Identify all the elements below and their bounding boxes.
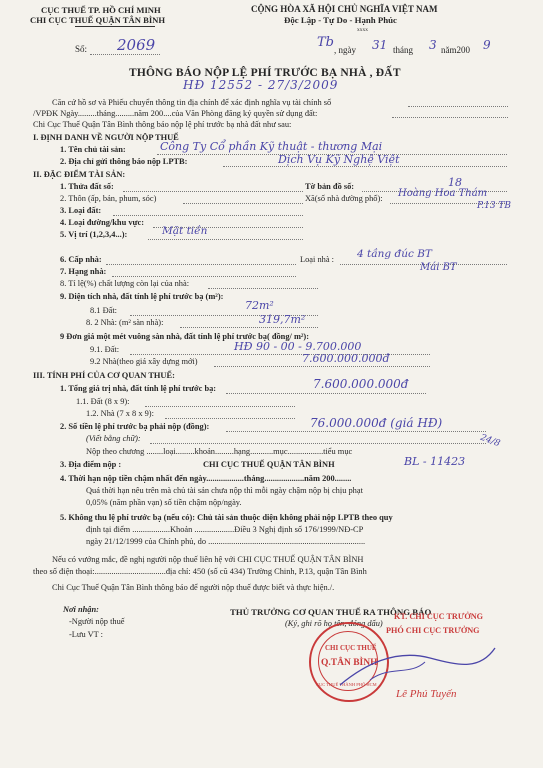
header-small-mark: xxxx [357, 27, 368, 33]
seal-text-middle: Q.TÂN BÌNH [321, 658, 378, 668]
area-house-value: 319,7m² [259, 313, 306, 326]
unit-price-land-value: HĐ 90 - 00 - 9.700.000 [234, 340, 362, 353]
payment-place-label: 3. Địa điểm nộp : [60, 460, 122, 469]
budget-code-line: Nộp theo chương ........loại.........khoản.........hạng...........mục.................tiểu mục [86, 447, 353, 456]
section-2-heading: II. ĐẶC ĐIỂM TÀI SẢN: [33, 170, 126, 179]
payment-place-value: CHI CỤC THUẾ QUẬN TÂN BÌNH [203, 460, 335, 469]
fee-amount-label: 2. Số tiền lệ phí trước bạ phải nộp (đồng): [60, 422, 210, 431]
map-sheet-value: 18 [448, 176, 462, 189]
seal-text-top: CHI CỤC THUẾ [325, 644, 377, 652]
house-grade-label: 6. Cấp nhà: [60, 255, 102, 264]
area-land-value: 72m² [245, 299, 274, 312]
stamp-line-1: KT. CHI CỤC TRƯỞNG [394, 612, 484, 621]
contact-line-2: theo số điện thoại:..................................địa chỉ: 450 (số cũ 434) Trường Chinh, P.13, quận Tân Bình [33, 567, 367, 576]
recipient-taxpayer: -Người nộp thuế [69, 617, 125, 626]
house-class-line [112, 276, 296, 277]
area-land-label: 8.1 Đất: [90, 306, 117, 315]
owner-name-label: 1. Tên chủ tài sản: [60, 145, 126, 154]
house-type-label: Loại nhà : [300, 255, 334, 264]
street-value: Hoàng Hoa Thám [398, 188, 488, 199]
address-label: 2. Địa chỉ gửi thông báo nộp LPTB: [60, 157, 188, 166]
section-3-heading: III. TÍNH PHÍ CỦA CƠ QUAN THUẾ: [33, 371, 175, 380]
header-left-sub: CHI CỤC THUẾ QUẬN TÂN BÌNH [30, 15, 166, 25]
contact-line-3: Chi Cục Thuế Quận Tân Bình thông báo để người nộp thuế được biết và thực hiện./. [52, 583, 335, 592]
date-month: 3 [429, 38, 437, 52]
exemption-line-2: định tại điểm ..................Khoản ...................Điều 3 Nghị định số 176/1999/NĐ-CP [86, 525, 364, 534]
address-value: Dịch Vụ Kỹ Nghệ Việt [278, 153, 400, 166]
exemption-line-3: ngày 21/12/1999 của Chính phủ, do ........................................................................... [86, 537, 366, 546]
deadline-label: 4. Thời hạn nộp tiền chậm nhất đến ngày..................tháng...................năm 200........ [60, 474, 352, 483]
deadline-line-2: Quá thời hạn nêu trên mà chủ tài sản chưa nộp thì mỗi ngày chậm nộp bị chịu phạt [86, 486, 363, 495]
date-day-label: , ngày [334, 45, 356, 55]
village-line [183, 203, 303, 204]
position-line [148, 239, 303, 240]
receipt-handwritten: BL - 11423 [404, 455, 466, 468]
quality-line [208, 288, 318, 289]
signer-title: THỦ TRƯỞNG CƠ QUAN THUẾ RA THÔNG BÁO [230, 607, 432, 617]
road-type-label: 4. Loại đường/khu vực: [60, 218, 145, 227]
map-sheet-label: Tờ bản đồ số: [305, 182, 355, 191]
area-house-label: 8. 2 Nhà: (m² sàn nhà): [86, 318, 164, 327]
owner-name-value: Công Ty Cổ phần Kỹ thuật - thương Mại [160, 140, 383, 153]
total-value-label: 1. Tổng giá trị nhà, đất tính lệ phí trước bạ: [60, 384, 217, 393]
street-value-ward: P.13 TB [477, 201, 512, 211]
signer-subtitle: (Ký, ghi rõ họ tên, đóng dấu) [285, 619, 383, 628]
deadline-line-3: 0,05% (năm phần vạn) số tiền chậm nộp/ngày. [86, 498, 242, 507]
total-house-line [165, 418, 295, 419]
land-parcel-label: 1. Thửa đất số: [60, 182, 114, 191]
reference-handwritten: HĐ 12552 - 27/3/2009 [183, 78, 339, 92]
house-class-label: 7. Hạng nhà: [60, 267, 107, 276]
header-motto: Độc Lập - Tự Do - Hạnh Phúc [284, 15, 397, 25]
area-house-line [180, 327, 318, 328]
fee-amount-words-line [150, 443, 486, 444]
house-type-value-roof: Mái BT [420, 262, 457, 273]
recipient-archive: -Lưu VT : [69, 630, 104, 639]
total-value: 7.600.000.000đ [313, 377, 409, 391]
doc-number-line [90, 54, 160, 55]
section-1-heading: I. ĐỊNH DANH VỀ NGƯỜI NỘP THUẾ [33, 133, 179, 142]
unit-price-label: 9 Đơn giá một mét vuông sàn nhà, đất tính lệ phí trước bạ( đồng/ m²): [60, 332, 310, 341]
village-label: 2. Thôn (ấp, bản, phum, sóc) [60, 194, 157, 203]
recipients-heading: Nơi nhận: [63, 605, 99, 614]
intro-line-2: /VPĐK Ngày.........tháng.........năm 200....của Văn Phòng đăng ký quyền sử dụng đất: [33, 109, 318, 118]
fee-amount-line [226, 431, 486, 432]
intro-line-1-fill [408, 106, 508, 107]
header-left-org: CỤC THUẾ TP. HỒ CHÍ MINH [41, 5, 161, 15]
land-type-label: 3. Loại đất: [60, 206, 102, 215]
signer-name: Lê Phú Tuyến [396, 688, 457, 700]
page-title: THÔNG BÁO NỘP LỆ PHÍ TRƯỚC BẠ NHÀ , ĐẤT [129, 67, 401, 79]
intro-line-1: Căn cứ hồ sơ và Phiếu chuyển thông tin địa chính để xác định nghĩa vụ tài chính số [52, 98, 332, 107]
date-day: 31 [372, 38, 388, 52]
total-value-line [226, 393, 426, 394]
intro-line-3: Chi Cục Thuế Quận Tân Bình thông báo nộp lệ phí trước bạ nhà đất như sau: [33, 120, 292, 129]
fee-amount-words-label: (Viết bằng chữ): [86, 434, 141, 443]
date-year: 9 [483, 38, 491, 52]
stamp-line-2: PHÓ CHI CỤC TRƯỞNG [386, 626, 480, 635]
position-value: Mặt tiền [162, 225, 208, 237]
total-land-line [145, 406, 295, 407]
intro-line-2-fill [392, 117, 508, 118]
date-month-label: tháng [393, 45, 413, 55]
total-house-label: 1.2. Nhà (7 x 8 x 9): [86, 409, 154, 418]
quality-label: 8. Tỉ lệ(%) chất lượng còn lại của nhà: [60, 279, 190, 288]
street-label: Xã(số nhà đường phố): [305, 194, 383, 203]
budget-code-margin-note: 24/8 [478, 432, 502, 450]
total-land-label: 1.1. Đất (8 x 9): [76, 397, 130, 406]
doc-number-label: Số: [75, 44, 88, 54]
contact-line-1: Nếu có vướng mắc, đề nghị người nộp thuế liên hệ với CHI CỤC THUẾ QUẬN TÂN BÌNH [52, 555, 364, 564]
house-grade-line [106, 264, 296, 265]
unit-price-house-line [214, 366, 430, 367]
header-nation: CỘNG HÒA XÃ HỘI CHỦ NGHĨA VIỆT NAM [251, 4, 438, 14]
unit-price-land-label: 9.1. Đất: [90, 345, 120, 354]
header-left-divider [75, 26, 155, 27]
address-line [223, 166, 507, 167]
fee-amount-value: 76.000.000đ (giá HĐ) [310, 416, 443, 430]
land-type-line [113, 215, 303, 216]
seal-text-bottom: CỤC THUẾ THÀNH PHỐ HCM [316, 682, 377, 687]
date-place: Tb [317, 35, 334, 50]
unit-price-house-label: 9.2 Nhà(theo giá xây dựng mới) [90, 357, 198, 366]
date-year-label: năm200 [441, 45, 470, 55]
house-type-value: 4 tầng đúc BT [357, 248, 432, 260]
area-label: 9. Diện tích nhà, đất tính lệ phí trước bạ (m²): [60, 292, 224, 301]
unit-price-house-value: 7.600.000.000đ [302, 352, 390, 365]
exemption-label: 5. Không thu lệ phí trước bạ (nếu có): Chủ tài sản thuộc diện không phải nộp LPTB theo quy [60, 513, 393, 522]
doc-number-value: 2069 [117, 36, 156, 54]
position-label: 5. Vị trí (1,2,3,4...): [60, 230, 128, 239]
land-parcel-line [123, 191, 303, 192]
